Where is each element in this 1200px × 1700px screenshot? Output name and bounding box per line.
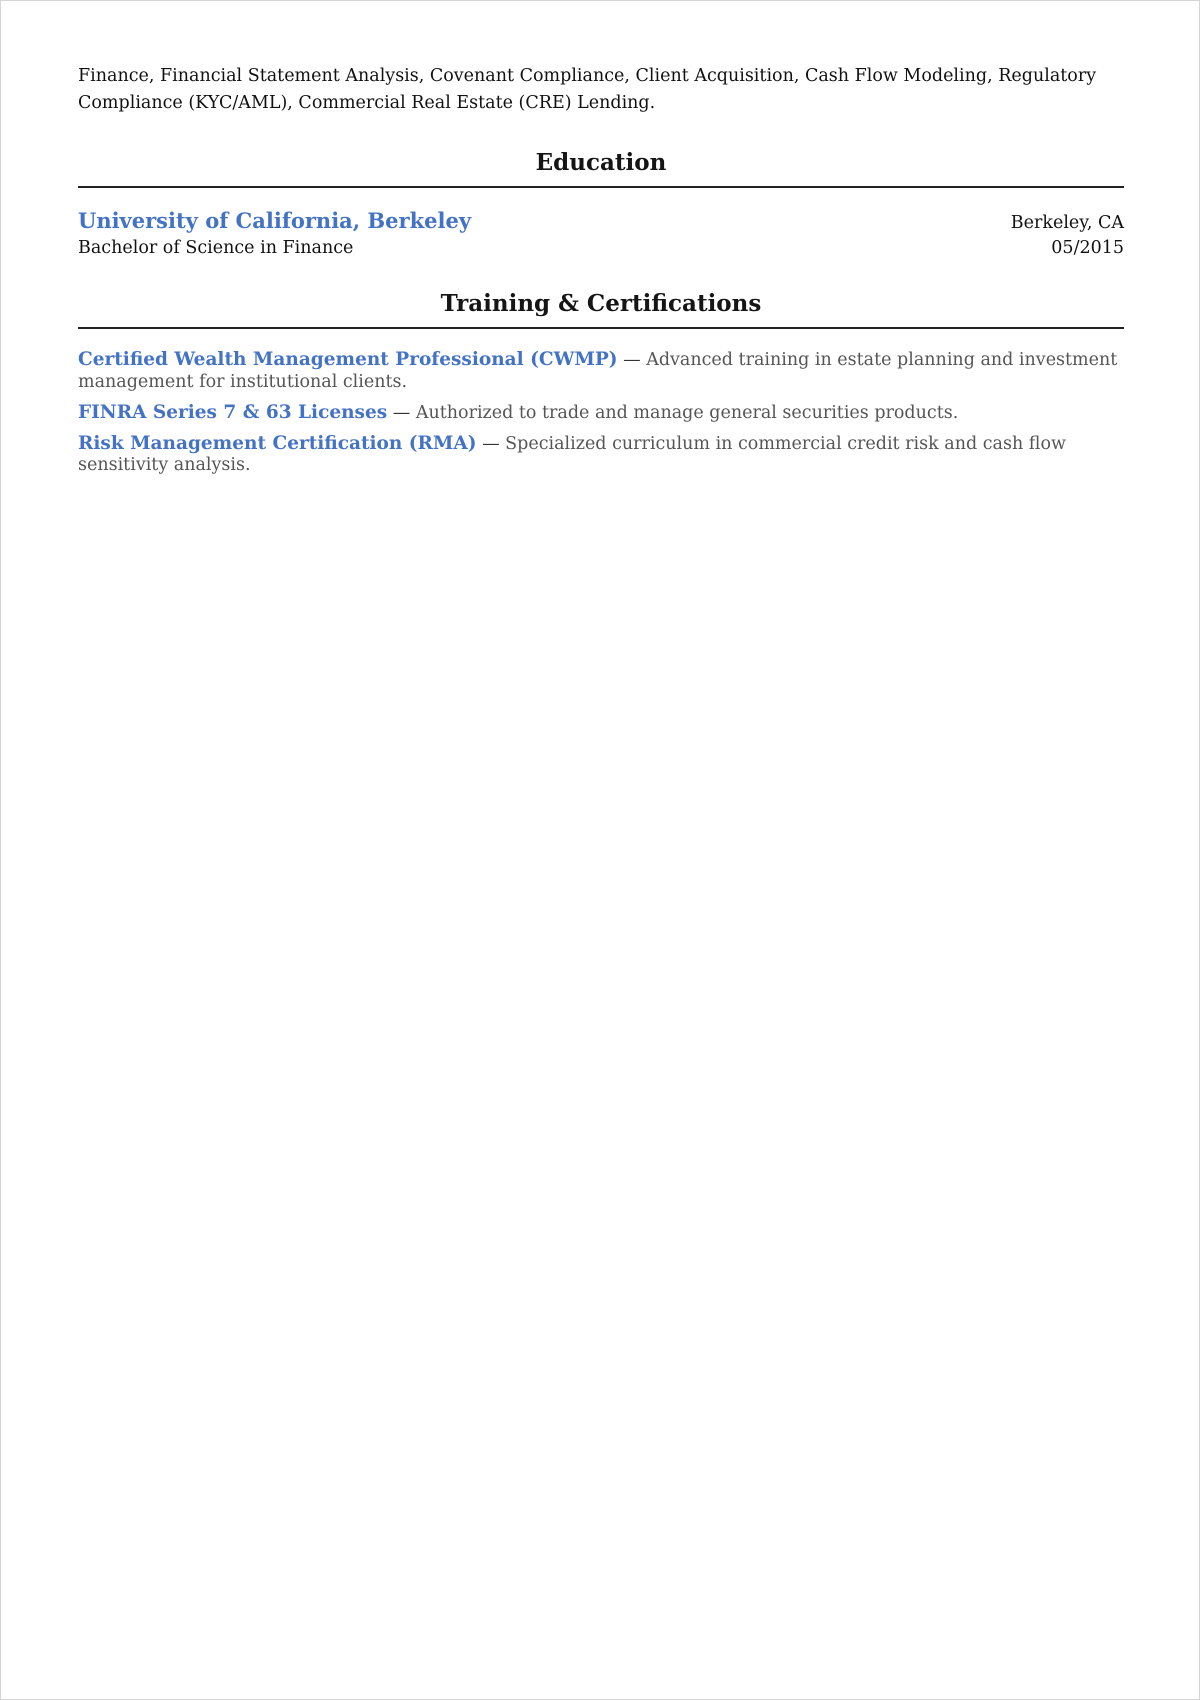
school-location: Berkeley, CA (1010, 213, 1124, 233)
education-entry-header (78, 208, 1124, 236)
education-entry-details (78, 236, 1124, 261)
certification-list (78, 349, 1124, 477)
certification-description: Specialized curriculum in commercial credit risk and cash flow sensitivity analysis. (78, 433, 1066, 475)
certification-separator: — (482, 433, 500, 454)
certification-name: FINRA Series 7 & 63 Licenses (78, 401, 388, 423)
certification-description: Authorized to trade and manage general securities products. (415, 402, 959, 423)
education-section (78, 148, 1124, 261)
certification-separator: — (623, 350, 641, 370)
education-heading: Education (535, 149, 667, 176)
certification-description: Advanced training in estate planning and investment management for institutional clients. (78, 350, 1118, 392)
certification-separator: — (392, 402, 411, 423)
training-section (78, 289, 1124, 477)
certification-item (78, 349, 1124, 393)
skills-text: Finance, Financial Statement Analysis, Covenant Compliance, Client Acquisition, Cash Flow Modeling, Regulatory Compliance (KYC/AML), Commercial Real Estate (CRE) Lending. (78, 66, 1097, 113)
certification-name: Risk Management Certification (RMA) (78, 432, 477, 454)
graduation-date: 05/2015 (1051, 238, 1124, 258)
education-divider (78, 186, 1124, 188)
training-divider (78, 327, 1124, 329)
certification-item (78, 402, 1124, 425)
education-entry (78, 208, 1124, 261)
certification-item (78, 433, 1124, 477)
resume-content (78, 63, 1124, 485)
certification-name: Certified Wealth Management Professional (CWMP) (78, 349, 618, 370)
training-heading: Training & Certifications (440, 290, 762, 317)
degree: Bachelor of Science in Finance (78, 238, 354, 258)
school-name: University of California, Berkeley (78, 208, 472, 233)
